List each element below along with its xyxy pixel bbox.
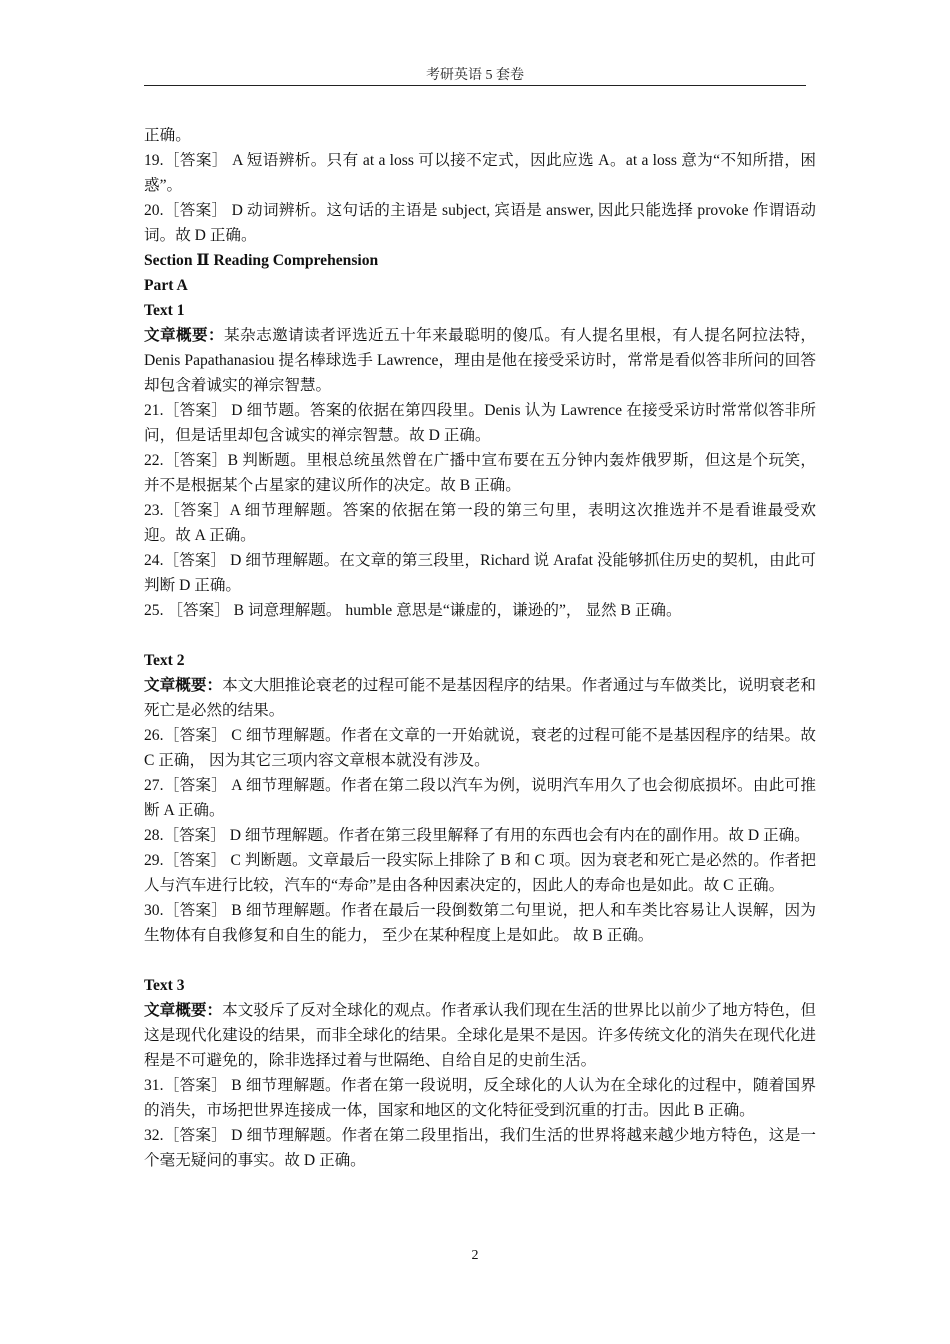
text2-title: Text 2 — [144, 652, 185, 669]
answer-21: 21.［答案］ D 细节题。答案的依据在第四段里。Denis 认为 Lawrence 在接受采访时常常似答非所问，但是话里却包含诚实的禅宗智慧。故 D 正确。 — [144, 402, 816, 444]
text2-summary — [144, 673, 816, 723]
header-rule — [144, 85, 806, 86]
summary-label: 文章概要： — [144, 677, 223, 694]
answer-24: 24.［答案］ D 细节理解题。在文章的第三段里，Richard 说 Arafat 没能够抓住历史的契机，由此可判断 D 正确。 — [144, 552, 816, 594]
answer-22: 22.［答案］B 判断题。里根总统虽然曾在广播中宣布要在五分钟内轰炸俄罗斯，但这是个玩笑，并不是根据某个占星家的建议所作的决定。故 B 正确。 — [144, 452, 816, 494]
answer-29: 29.［答案］ C 判断题。文章最后一段实际上排除了 B 和 C 项。因为衰老和死亡是必然的。作者把人与汽车进行比较，汽车的“寿命”是由各种因素决定的，因此人的寿命也是如此。故 C 正确。 — [144, 852, 816, 894]
answer-23: 23.［答案］A 细节理解题。答案的依据在第一段的第三句里，表明这次推选并不是看谁最受欢迎。故 A 正确。 — [144, 502, 816, 544]
page-number: 2 — [471, 1248, 479, 1263]
part-title: Part A — [144, 277, 188, 294]
blank-line — [144, 623, 816, 648]
answer-28: 28.［答案］ D 细节理解题。作者在第三段里解释了有用的东西也会有内在的副作用。故 D 正确。 — [144, 827, 810, 844]
blank-line — [144, 948, 816, 973]
answer-25: 25. ［答案］ B 词意理解题。 humble 意思是“谦虚的，谦逊的”， 显然 B 正确。 — [144, 602, 682, 619]
text3-title: Text 3 — [144, 977, 185, 994]
answer-31: 31.［答案］ B 细节理解题。作者在第一段说明，反全球化的人认为在全球化的过程中，随着国界的消失，市场把世界连接成一体，国家和地区的文化特征受到沉重的打击。因此 B 正确。 — [144, 1077, 816, 1119]
summary-text: 某杂志邀请读者评选近五十年来最聪明的傻瓜。有人提名里根，有人提名阿拉法特，Denis Papathanasiou 提名棒球选手 Lawrence，理由是他在接受采访时，常常是看似答非所问的回答却包含着诚实的禅宗智慧。 — [144, 327, 816, 394]
answer-20: 20.［答案］ D 动词辨析。这句话的主语是 subject, 宾语是 answer, 因此只能选择 provoke 作谓语动词。故 D 正确。 — [144, 202, 816, 244]
section-title: Section Ⅱ Reading Comprehension — [144, 252, 379, 269]
text-line: 正确。 — [144, 127, 191, 144]
running-header: 考研英语 5 套卷 — [426, 68, 524, 83]
text1-title: Text 1 — [144, 302, 185, 319]
summary-label: 文章概要： — [144, 1002, 223, 1019]
text3-summary — [144, 998, 816, 1073]
document-body — [144, 123, 816, 1173]
answer-32: 32.［答案］ D 细节理解题。作者在第二段里指出，我们生活的世界将越来越少地方特色，这是一个毫无疑问的事实。故 D 正确。 — [144, 1127, 816, 1169]
summary-label: 文章概要： — [144, 327, 225, 344]
answer-26: 26.［答案］ C 细节理解题。作者在文章的一开始就说，衰老的过程可能不是基因程序的结果。故 C 正确， 因为其它三项内容文章根本就没有涉及。 — [144, 727, 816, 769]
summary-text: 本文大胆推论衰老的过程可能不是基因程序的结果。作者通过与车做类比，说明衰老和死亡是必然的结果。 — [144, 677, 816, 719]
answer-19: 19.［答案］ A 短语辨析。只有 at a loss 可以接不定式，因此应选 A。at a loss 意为“不知所措，困惑”。 — [144, 152, 816, 194]
answer-27: 27.［答案］ A 细节理解题。作者在第二段以汽车为例，说明汽车用久了也会彻底损坏。由此可推断 A 正确。 — [144, 777, 816, 819]
text1-summary — [144, 323, 816, 398]
answer-30: 30.［答案］ B 细节理解题。作者在最后一段倒数第二句里说，把人和车类比容易让人误解，因为生物体有自我修复和自生的能力， 至少在某种程度上是如此。 故 B 正确。 — [144, 902, 816, 944]
summary-text: 本文驳斥了反对全球化的观点。作者承认我们现在生活的世界比以前少了地方特色，但这是现代化建设的结果，而非全球化的结果。全球化是果不是因。许多传统文化的消失在现代化进程是不可避免的，除非选择过着与世隔绝、自给自足的史前生活。 — [144, 1002, 816, 1069]
